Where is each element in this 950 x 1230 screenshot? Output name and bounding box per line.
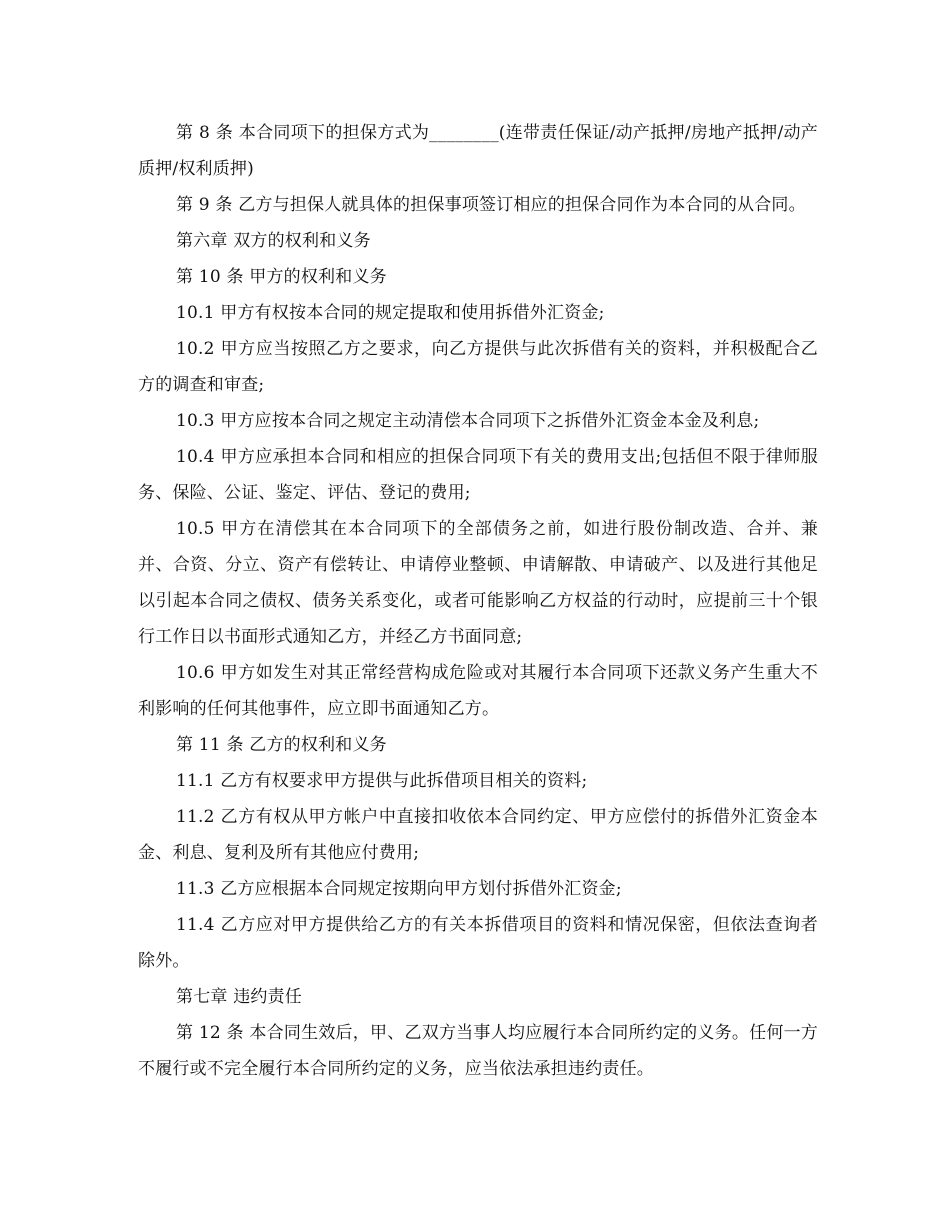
clause-11-2: 11.2 乙方有权从甲方帐户中直接扣收依本合同约定、甲方应偿付的拆借外汇资金本金、利息、复利及所有其他应付费用;	[138, 807, 818, 863]
chapter-7-heading: 第七章 违约责任	[176, 987, 303, 1007]
article-11-heading: 第 11 条 乙方的权利和义务	[176, 735, 387, 755]
clause-11-4: 11.4 乙方应对甲方提供给乙方的有关本拆借项目的资料和情况保密，但依法查询者除外。	[138, 915, 818, 971]
clause-10-3: 10.3 甲方应按本合同之规定主动清偿本合同项下之拆借外汇资金本金及利息;	[176, 411, 760, 431]
article-10-heading: 第 10 条 甲方的权利和义务	[176, 267, 387, 287]
clause-10-1: 10.1 甲方有权按本合同的规定提取和使用拆借外汇资金;	[176, 303, 605, 323]
clause-10-4: 10.4 甲方应承担本合同和相应的担保合同项下有关的费用支出;包括但不限于律师服务、保险、公证、鉴定、评估、登记的费用;	[138, 447, 818, 503]
document-body	[138, 115, 818, 1087]
clause-11-1: 11.1 乙方有权要求甲方提供与此拆借项目相关的资料;	[176, 771, 588, 791]
clause-10-5: 10.5 甲方在清偿其在本合同项下的全部债务之前，如进行股份制改造、合并、兼并、合资、分立、资产有偿转让、申请停业整顿、申请解散、申请破产、以及进行其他足以引起本合同之债权、债务关系变化，或者可能影响乙方权益的行动时，应提前三十个银行工作日以书面形式通知乙方，并经乙方书面同意;	[138, 519, 818, 647]
article-9-paragraph: 第 9 条 乙方与担保人就具体的担保事项签订相应的担保合同作为本合同的从合同。	[176, 195, 806, 215]
article-12-paragraph: 第 12 条 本合同生效后，甲、乙双方当事人均应履行本合同所约定的义务。任何一方不履行或不完全履行本合同所约定的义务，应当依法承担违约责任。	[138, 1023, 818, 1079]
clause-10-6: 10.6 甲方如发生对其正常经营构成危险或对其履行本合同项下还款义务产生重大不利影响的任何其他事件，应立即书面通知乙方。	[138, 663, 818, 719]
article-8-paragraph: 第 8 条 本合同项下的担保方式为________(连带责任保证/动产抵押/房地产抵押/动产质押/权利质押)	[138, 123, 818, 179]
clause-11-3: 11.3 乙方应根据本合同规定按期向甲方划付拆借外汇资金;	[176, 879, 622, 899]
clause-10-2: 10.2 甲方应当按照乙方之要求，向乙方提供与此次拆借有关的资料，并积极配合乙方的调查和审查;	[138, 339, 818, 395]
chapter-6-heading: 第六章 双方的权利和义务	[176, 231, 371, 251]
